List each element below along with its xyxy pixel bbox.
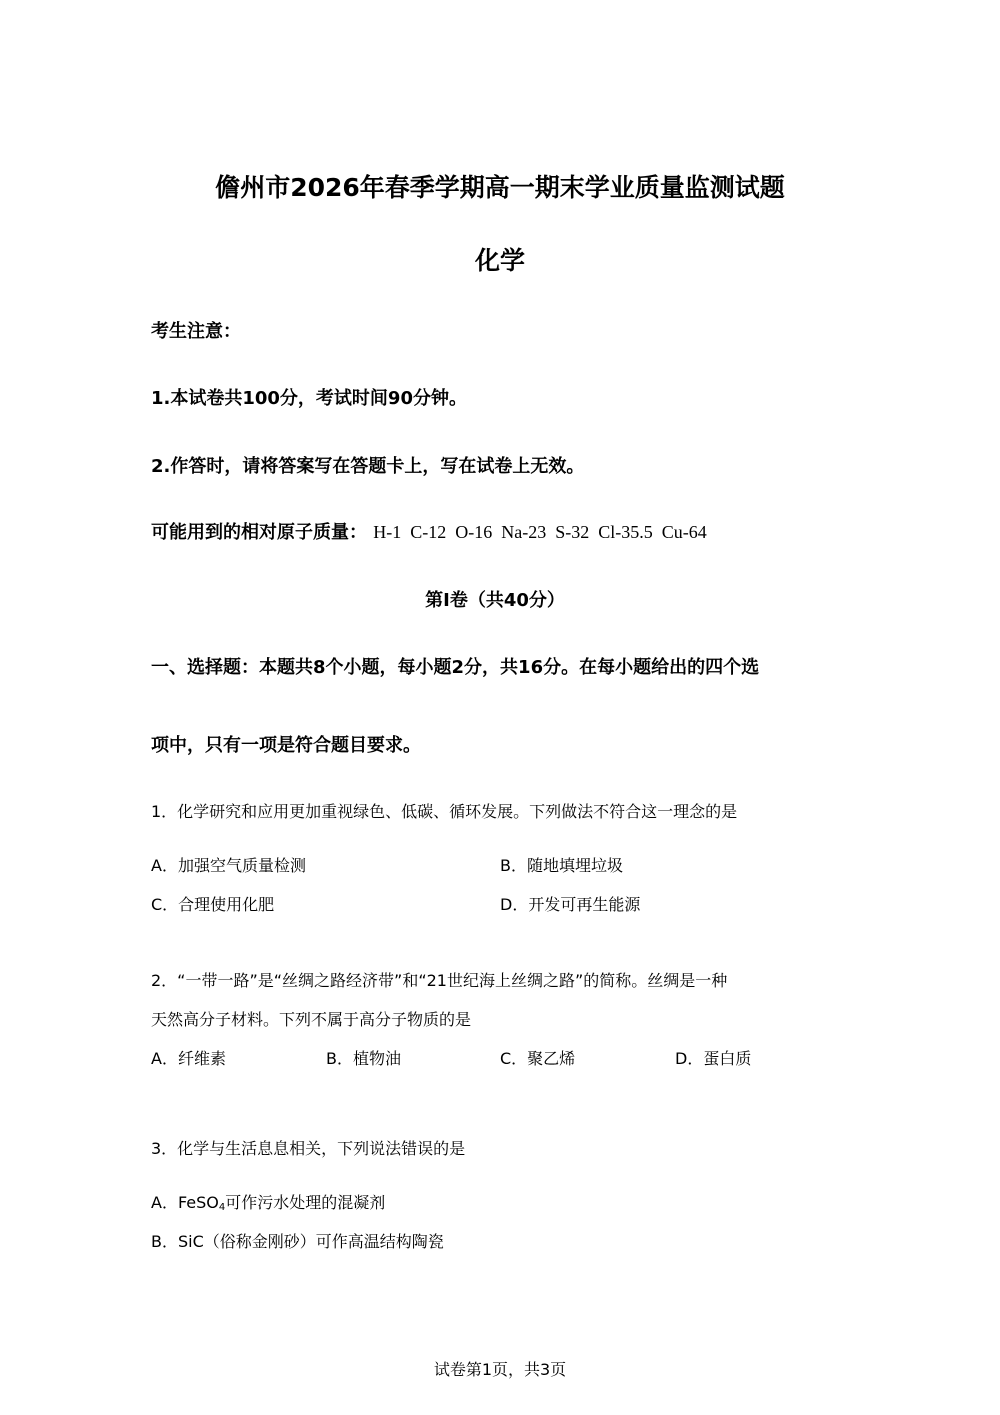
question-2-option-c: C．聚乙烯	[500, 1049, 576, 1068]
atomic-mass-line	[151, 518, 707, 544]
question-3-option-a-subscript: 4	[218, 1202, 226, 1213]
notice-heading: 考生注意：	[151, 321, 241, 342]
question-2-stem-line1: 2．“一带一路”是“丝绸之路经济带”和“21世纪海上丝绸之路”的简称。丝绸是一种	[151, 971, 728, 990]
exam-subject: 化学	[474, 246, 525, 275]
atomic-mass-values: H-1 C-12 O-16 Na-23 S-32 Cl-35.5 Cu-64	[373, 522, 707, 542]
question-1-option-d: D．开发可再生能源	[500, 895, 641, 914]
question-3-option-a	[151, 1190, 385, 1213]
question-2-option-d: D．蛋白质	[675, 1049, 752, 1068]
question-1-option-c: C．合理使用化肥	[151, 895, 275, 914]
question-3-option-b: B．SiC（俗称金刚砂）可作高温结构陶瓷	[151, 1232, 444, 1251]
notice-item-2: 2.作答时，请将答案写在答题卡上，写在试卷上无效。	[151, 456, 585, 477]
question-2-stem-line2: 天然高分子材料。下列不属于高分子物质的是	[151, 1010, 472, 1029]
notice-item-1: 1.本试卷共100分，考试时间90分钟。	[151, 388, 467, 409]
question-1-stem: 1．化学研究和应用更加重视绿色、低碳、循环发展。下列做法不符合这一理念的是	[151, 802, 738, 821]
exam-title: 儋州市2026年春季学期高一期末学业质量监测试题	[215, 173, 785, 202]
part1-title: 第Ⅰ卷（共40分）	[425, 590, 565, 611]
page-footer: 试卷第1页，共3页	[433, 1360, 567, 1379]
question-3-option-a-suffix: 可作污水处理的混凝剂	[225, 1193, 386, 1212]
question-3-option-a-prefix: A．FeSO	[151, 1193, 219, 1212]
question-1-option-b: B．随地填埋垃圾	[500, 856, 623, 875]
question-3-stem: 3．化学与生活息息相关，下列说法错误的是	[151, 1139, 466, 1158]
question-2-option-a: A．纤维素	[151, 1049, 226, 1068]
atomic-mass-label: 可能用到的相对原子质量：	[151, 522, 367, 543]
question-1-option-a: A．加强空气质量检测	[151, 856, 306, 875]
section-instruction-line2: 项中，只有一项是符合题目要求。	[151, 735, 421, 756]
question-2-option-b: B．植物油	[326, 1049, 401, 1068]
section-instruction-line1: 一、选择题：本题共8个小题，每小题2分，共16分。在每小题给出的四个选	[151, 657, 760, 678]
